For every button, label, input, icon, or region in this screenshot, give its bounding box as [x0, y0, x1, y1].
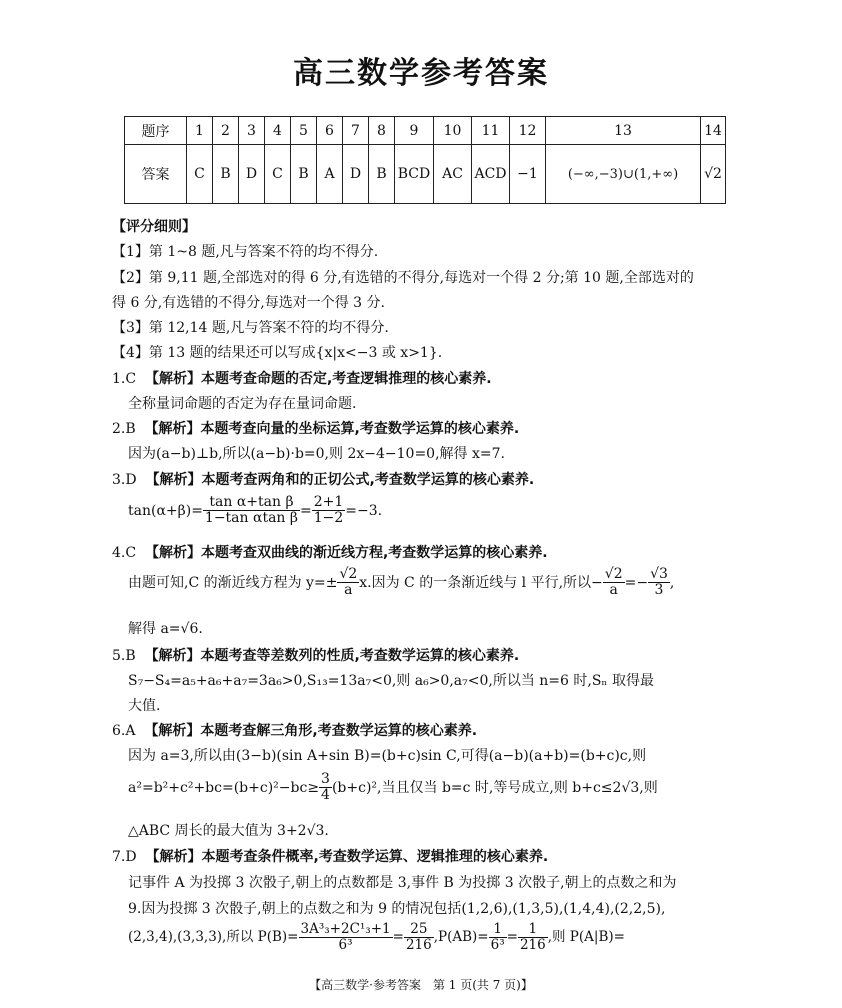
q6-fraction	[319, 772, 332, 804]
answer-table	[124, 116, 726, 204]
q4-label: 4.C	[112, 545, 137, 561]
table-cell: C	[265, 145, 291, 204]
rule-2: 【2】第 9,11 题,全部选对的得 6 分,有选错的不得分,每选对一个得 2 分;第 10 题,全部选对的	[112, 270, 694, 286]
page-footer: 【高三数学·参考答案 第 1 页(共 7 页)】	[309, 978, 533, 992]
q3-fraction-2	[312, 495, 346, 527]
fraction-denominator: 1−2	[313, 510, 344, 527]
table-cell: 题序	[125, 117, 187, 145]
table-cell: 5	[291, 117, 317, 145]
table-cell: 1	[187, 117, 213, 145]
table-cell: BCD	[395, 145, 434, 204]
rule-2-cont: 得 6 分,有选错的不得分,每选对一个得 3 分.	[112, 295, 385, 311]
table-cell: 14	[701, 117, 726, 145]
table-cell: D	[343, 145, 369, 204]
text: ,P(AB)=	[433, 928, 489, 945]
table-cell: (−∞,−3)∪(1,+∞)	[546, 145, 701, 204]
q3-heading	[112, 469, 534, 489]
table-cell: A	[317, 145, 343, 204]
table-cell: 7	[343, 117, 369, 145]
table-cell: 答案	[125, 145, 187, 204]
rule-3: 【3】第 12,14 题,凡与答案不符的均不得分.	[112, 320, 389, 336]
table-cell: ACD	[472, 145, 510, 204]
fraction-numerator: 3A³₃+2C¹₃+1	[300, 921, 391, 937]
q7-fraction-4	[518, 922, 548, 953]
fraction-numerator: √3	[650, 566, 668, 582]
table-header-row	[125, 117, 726, 145]
equals: =	[392, 928, 404, 945]
q7-fraction-2	[404, 922, 434, 953]
q4-fraction-1	[337, 567, 359, 599]
table-cell: 12	[510, 117, 546, 145]
table-cell: B	[291, 145, 317, 204]
table-cell: C	[187, 145, 213, 204]
fraction-denominator: 216	[519, 936, 546, 953]
text: (2,3,4),(3,3,3),所以 P(B)=	[128, 928, 299, 945]
q6-tag: 【解析】本题考查解三角形,考查数学运算的核心素养.	[144, 723, 478, 739]
fraction-numerator: 1	[518, 922, 548, 938]
fraction-denominator: 4	[321, 787, 330, 804]
table-cell: 11	[472, 117, 510, 145]
text: x.因为 C 的一条渐近线与 l 平行,所以−	[359, 574, 603, 591]
table-cell: −1	[510, 145, 546, 204]
rule-1: 【1】第 1~8 题,凡与答案不符的均不得分.	[112, 244, 379, 260]
fraction-numerator: √2	[604, 566, 623, 582]
equals: =	[300, 502, 312, 519]
table-cell: D	[239, 145, 265, 204]
q1-line: 全称量词命题的否定为存在量词命题.	[128, 396, 357, 412]
q6-line-1: 因为 a=3,所以由(3−b)(sin A+sin B)=(b+c)sin C,可得(a−b)(a+b)=(b+c)c,则	[128, 748, 647, 764]
fraction-numerator: 2+1	[313, 494, 344, 510]
table-cell: 3	[239, 117, 265, 145]
q3-tag: 【解析】本题考查两角和的正切公式,考查数学运算的核心素养.	[145, 472, 535, 488]
table-cell: AC	[434, 145, 472, 204]
table-cell: 2	[213, 117, 239, 145]
q5-line-2: 大值.	[128, 698, 161, 714]
table-cell: 13	[546, 117, 701, 145]
fraction-denominator: 3	[654, 582, 664, 599]
table-cell: 9	[395, 117, 434, 145]
q3-formula	[128, 495, 382, 527]
q6-label: 6.A	[112, 723, 136, 739]
q3-fraction-1	[203, 495, 300, 527]
q3-rhs: =−3.	[345, 502, 383, 519]
rules-heading: 【评分细则】	[112, 219, 196, 235]
q5-label: 5.B	[112, 648, 136, 664]
fraction-denominator: 1−tan αtan β	[204, 510, 298, 527]
table-cell: B	[369, 145, 395, 204]
q7-line-1: 记事件 A 为投掷 3 次骰子,朝上的点数都是 3,事件 B 为投掷 3 次骰子,朝上的点数之和为	[128, 875, 677, 891]
q4-line-1	[128, 567, 674, 599]
q7-line-3	[128, 922, 625, 953]
fraction-denominator: a	[344, 582, 353, 599]
text: ,	[669, 574, 675, 591]
q6-line-2	[128, 772, 658, 804]
table-cell: B	[213, 145, 239, 204]
q7-fraction-1	[299, 922, 393, 953]
q5-tag: 【解析】本题考查等差数列的性质,考查数学运算的核心素养.	[144, 648, 520, 664]
q2-line: 因为(a−b)⊥b,所以(a−b)·b=0,则 2x−4−10=0,解得 x=7.	[128, 446, 505, 462]
equals: =	[506, 928, 518, 945]
q7-line-2: 9.因为投掷 3 次骰子,朝上的点数之和为 9 的情况包括(1,2,6),(1,3,5),(1,4,4),(2,2,5),	[128, 901, 666, 917]
table-cell: √2	[701, 145, 726, 204]
q2-tag: 【解析】本题考查向量的坐标运算,考查数学运算的核心素养.	[144, 421, 520, 437]
q5-heading	[112, 645, 519, 665]
text: 由题可知,C 的渐近线方程为 y=±	[128, 574, 338, 591]
q4-fraction-2	[603, 567, 625, 599]
fraction-denominator: a	[609, 582, 618, 599]
q4-line-2: 解得 a=√6.	[128, 621, 203, 637]
q1-label: 1.C	[112, 371, 137, 387]
text: =−	[624, 574, 649, 591]
q1-tag: 【解析】本题考查命题的否定,考查逻辑推理的核心素养.	[144, 371, 492, 387]
rule-4: 【4】第 13 题的结果还可以写成{x|x<−3 或 x>1}.	[112, 345, 443, 361]
fraction-denominator: 6³	[338, 936, 353, 953]
fraction-denominator: 216	[405, 936, 432, 953]
table-cell: 6	[317, 117, 343, 145]
fraction-numerator: 1	[489, 922, 507, 938]
table-cell: 10	[434, 117, 472, 145]
q7-tag: 【解析】本题考查条件概率,考查数学运算、逻辑推理的核心素养.	[145, 849, 549, 865]
q5-line-1: S₇−S₄=a₅+a₆+a₇=3a₆>0,S₁₃=13a₇<0,则 a₆>0,a₇<0,所以当 n=6 时,Sₙ 取得最	[128, 673, 654, 689]
table-answer-row	[125, 145, 726, 204]
fraction-denominator: 6³	[490, 936, 505, 953]
text: a²=b²+c²+bc=(b+c)²−bc≥	[128, 779, 320, 796]
fraction-numerator: 25	[404, 922, 434, 938]
q2-label: 2.B	[112, 421, 136, 437]
q3-label: 3.D	[112, 472, 137, 488]
q7-fraction-3	[489, 922, 507, 953]
q6-line-3: △ABC 周长的最大值为 3+2√3.	[128, 823, 329, 839]
fraction-numerator: 3	[321, 771, 330, 787]
q1-heading	[112, 368, 492, 388]
text: ,则 P(A|B)=	[547, 928, 625, 945]
q4-fraction-3	[648, 567, 670, 599]
fraction-numerator: tan α+tan β	[203, 495, 300, 511]
q2-heading	[112, 418, 519, 438]
q3-lhs: tan(α+β)=	[128, 502, 203, 519]
fraction-numerator: √2	[339, 566, 358, 582]
text: (b+c)²,当且仅当 b=c 时,等号成立,则 b+c≤2√3,则	[331, 779, 658, 796]
q4-heading	[112, 542, 548, 562]
table-cell: 8	[369, 117, 395, 145]
q7-label: 7.D	[112, 849, 137, 865]
q6-heading	[112, 720, 477, 740]
q7-heading	[112, 846, 548, 866]
table-cell: 4	[265, 117, 291, 145]
q4-tag: 【解析】本题考查双曲线的渐近线方程,考查数学运算的核心素养.	[144, 545, 548, 561]
page-title: 高三数学参考答案	[293, 56, 549, 91]
